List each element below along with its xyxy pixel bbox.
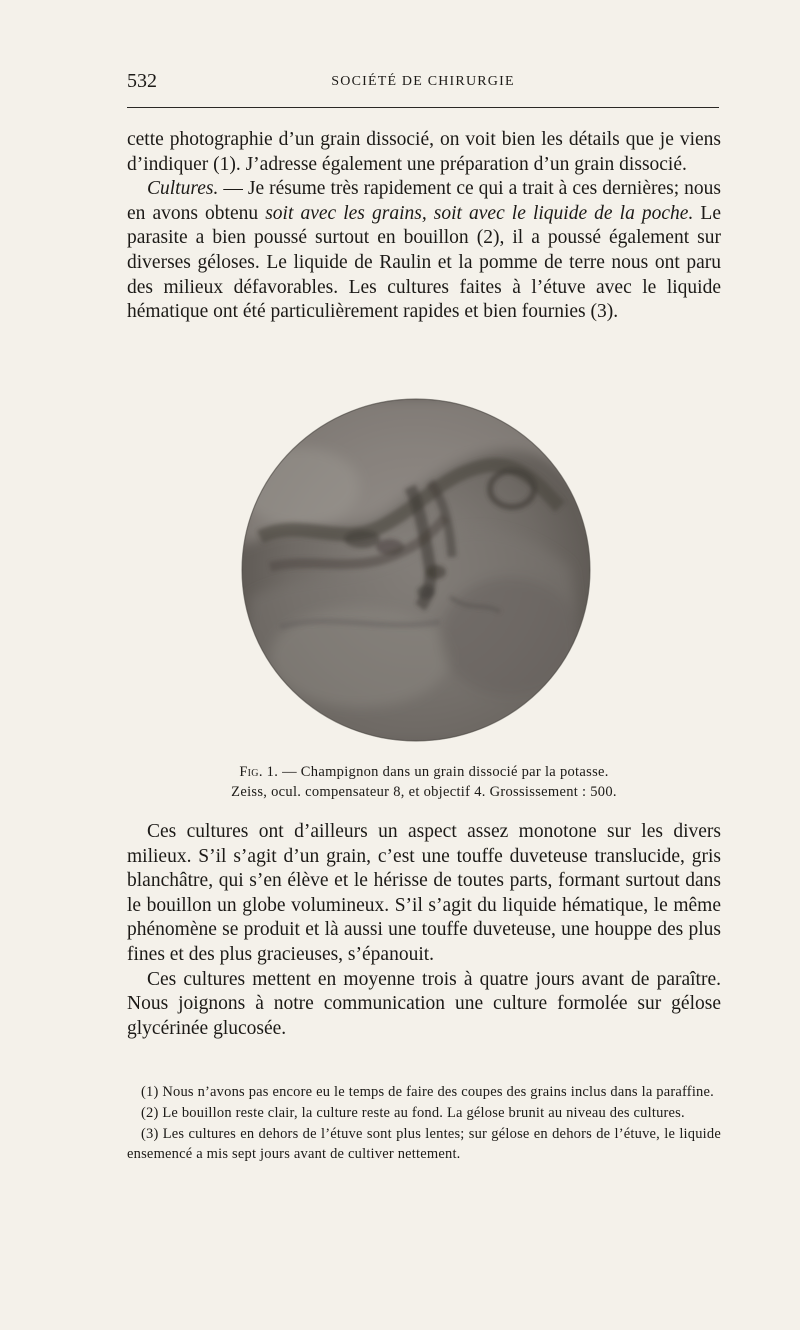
figure-label: Fig. 1.	[239, 764, 279, 780]
paragraph-4: Ces cultures mettent en moyenne trois à quatre jours avant de paraître. Nous joignons à notre communication une culture formolée sur gélose glycérinée glucosée.	[127, 968, 721, 1039]
page-number: 532	[127, 70, 157, 92]
micrograph-figure	[240, 397, 592, 744]
section-lead-cultures: Cultures.	[147, 178, 219, 200]
paragraph-2-part-b: Le parasite a bien poussé surtout en bouillon (2), il a poussé également sur diverses géloses. Le liquide de Raulin et la pomme de terre nous ont paru des milieux défavorables. Les cultures faites à l’étuve avec le liquide hématique ont été particulièrement rapides et bien fournies (3).	[127, 202, 721, 323]
paragraph-2-emphasis: soit avec les grains, soit avec le liquide de la poche.	[265, 202, 694, 224]
running-title: SOCIÉTÉ DE CHIRURGIE	[331, 74, 515, 89]
body-text-top	[127, 128, 721, 325]
footnote-3: (3) Les cultures en dehors de l’étuve sont plus lentes; sur gélose en dehors de l’étuve, le liquide ensemencé a mis sept jours avant de cultiver nettement.	[127, 1126, 721, 1162]
figure-caption	[127, 762, 721, 802]
paragraph-1: cette photographie d’un grain dissocié, on voit bien les détails que je viens d’indiquer (1). J’adresse également une préparation d’un grain dissocié.	[127, 129, 721, 175]
micrograph-image	[240, 397, 592, 744]
paragraph-3: Ces cultures ont d’ailleurs un aspect assez monotone sur les divers milieux. S’il s’agit d’un grain, c’est une touffe duveteuse translucide, gris blanchâtre, qui s’en élève et le hérisse de toutes parts, formant surtout dans le bouillon un globe volumineux. S’il s’agit du liquide hématique, le même phénomène se produit et là aussi une touffe duveteuse, une houppe des plus fines et des plus gracieuses, s’épanouit.	[127, 821, 721, 965]
header-rule	[127, 107, 719, 108]
paragraph-2	[127, 177, 721, 325]
page-header	[127, 70, 719, 96]
footnotes	[127, 1083, 721, 1166]
caption-line-2: Zeiss, ocul. compensateur 8, et objectif 4. Grossissement : 500.	[231, 784, 617, 800]
caption-line-1	[127, 762, 721, 782]
paragraph-2-part-a: — Je résume très rapidement ce qui a trait à ces dernières; nous en avons obtenu	[127, 178, 721, 224]
footnote-2: (2) Le bouillon reste clair, la culture reste au fond. La gélose brunit au niveau des cultures.	[141, 1105, 685, 1122]
body-text-bottom	[127, 820, 721, 1041]
caption-text-1: — Champignon dans un grain dissocié par la potasse.	[278, 764, 609, 780]
footnote-1: (1) Nous n’avons pas encore eu le temps de faire des coupes des grains inclus dans la paraffine.	[141, 1084, 714, 1100]
